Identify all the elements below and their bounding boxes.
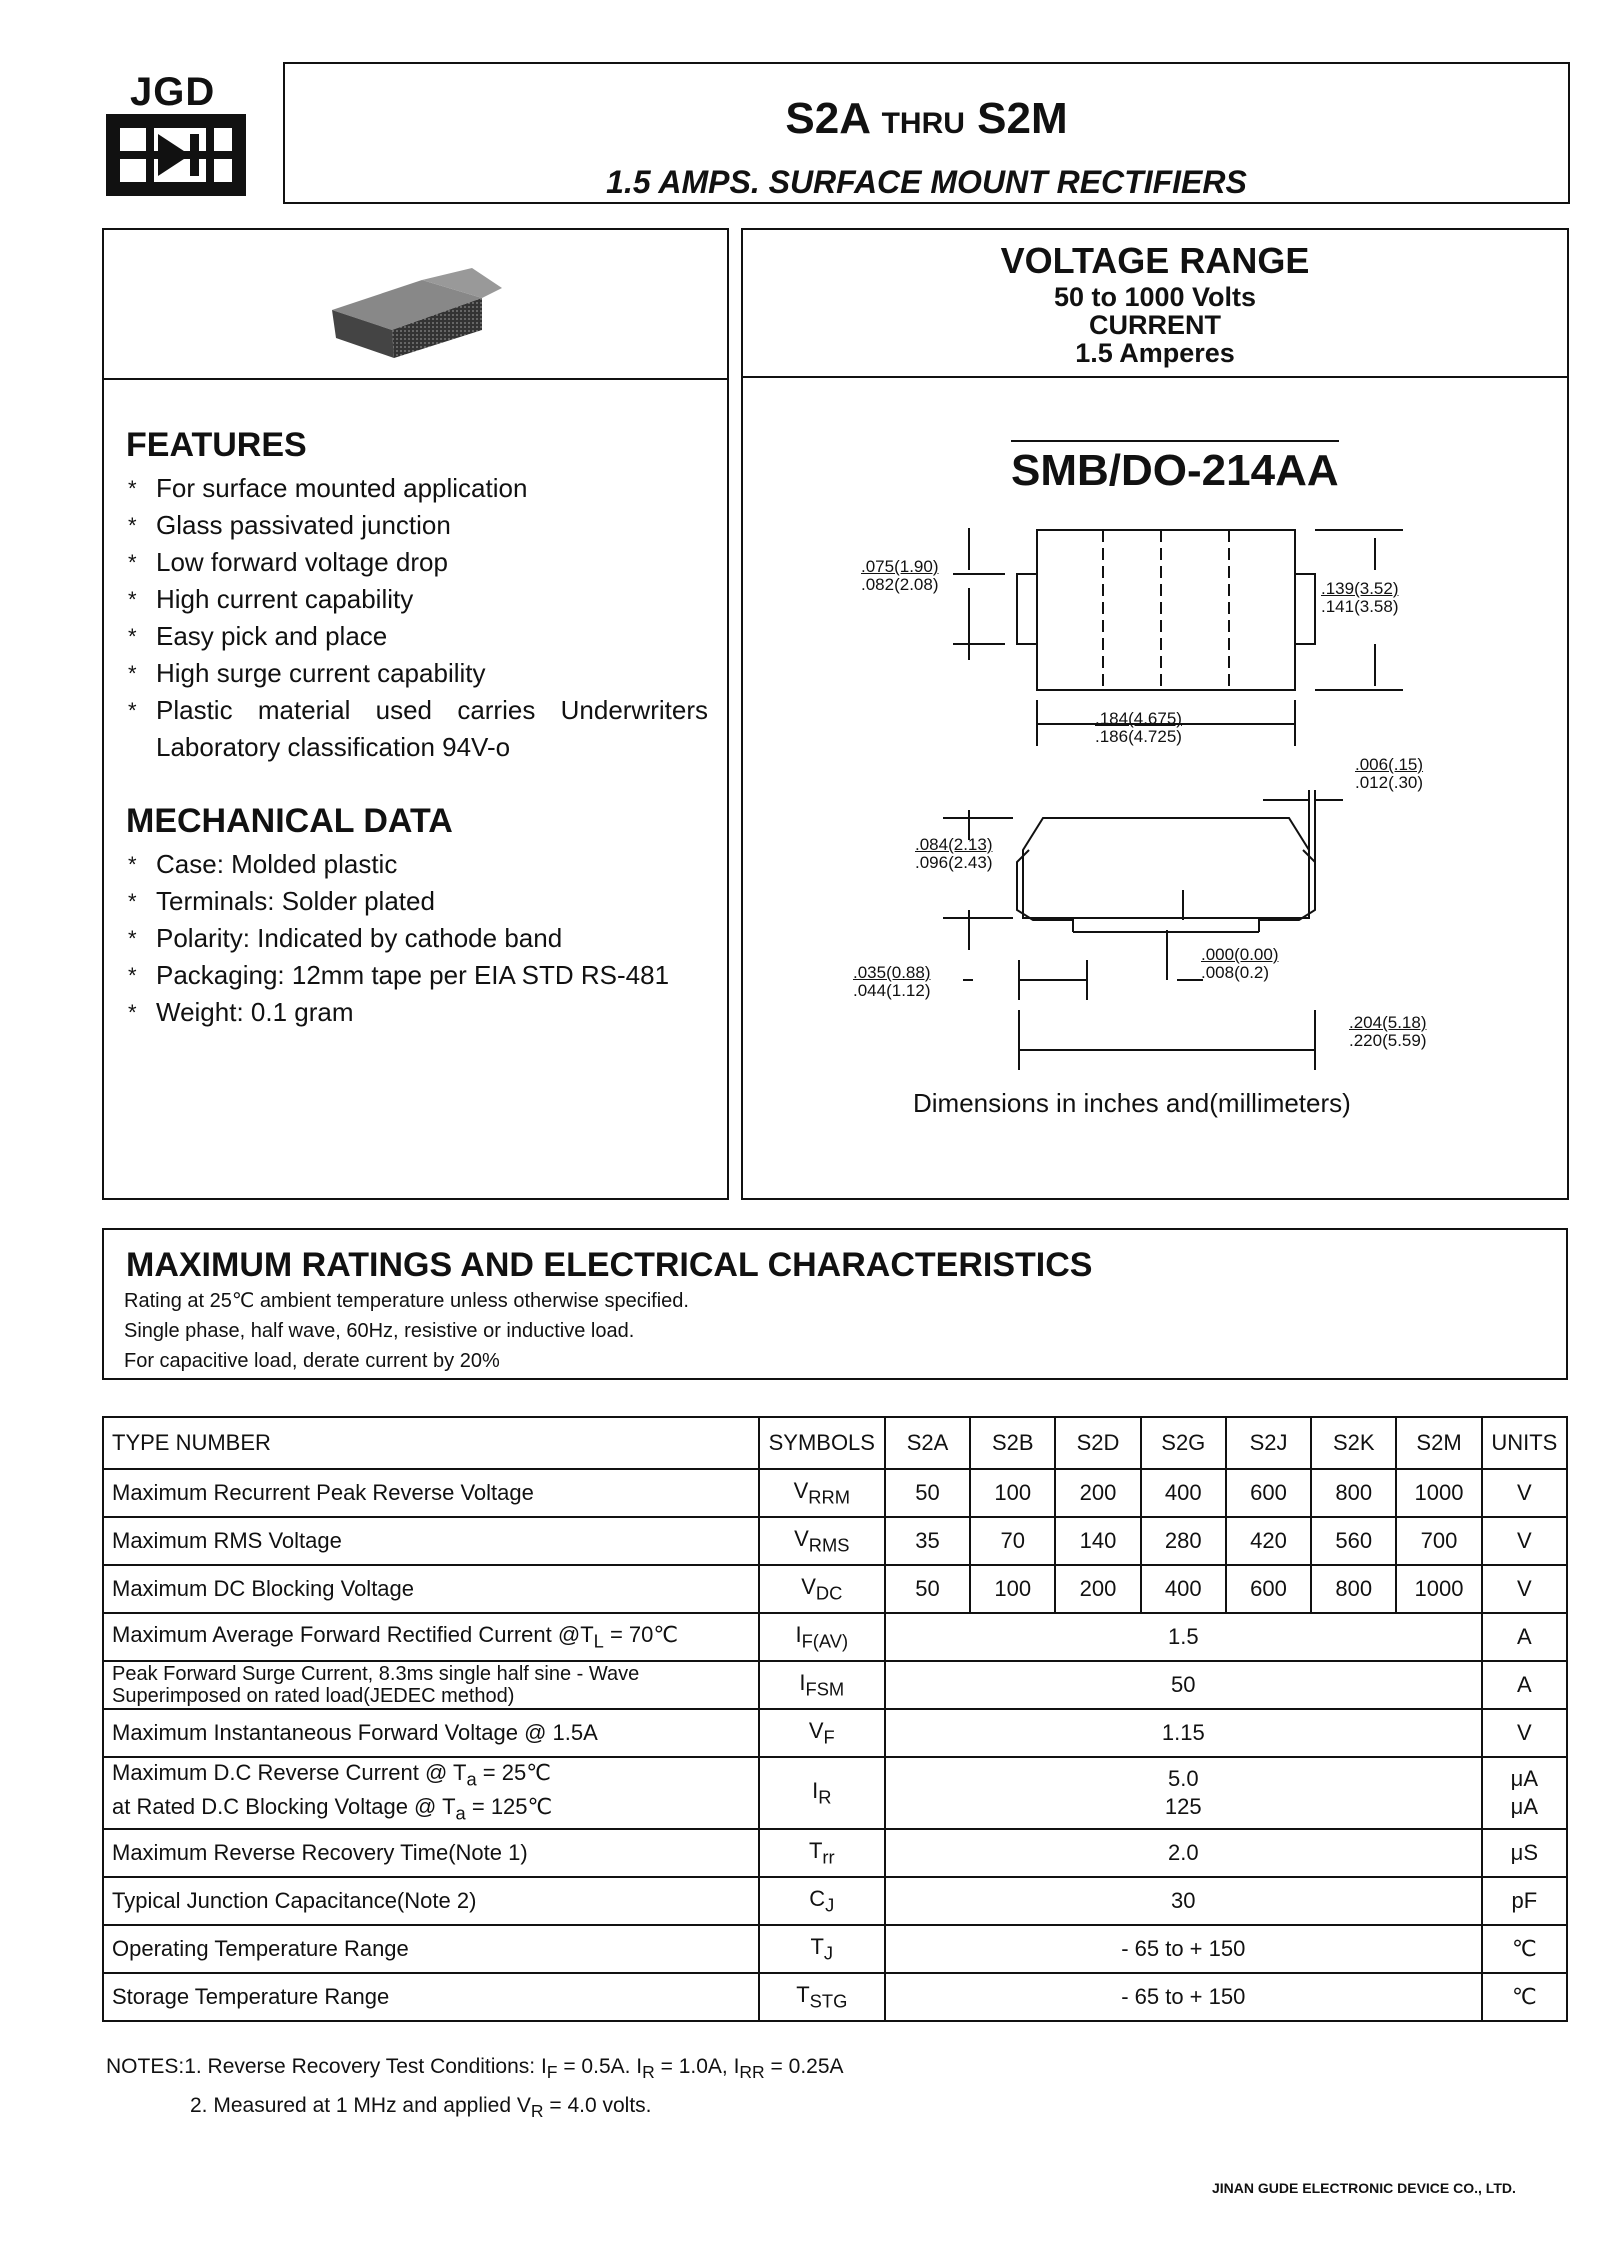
list-item: * Low forward voltage drop [128, 544, 708, 581]
dim-lead-length: .035(0.88) .044(1.12) [853, 963, 931, 1000]
company-name: JINAN GUDE ELECTRONIC DEVICE CO., LTD. [1212, 2180, 1516, 2196]
table-row: Peak Forward Surge Current, 8.3ms single half sine - Wave Superimposed on rated load(JEDEC method) $I_{FSM}$ 50 A [103, 1661, 1567, 1709]
right-panel [741, 228, 1569, 1200]
characteristics-table [102, 1416, 1568, 2022]
ratings-notes: Rating at 25℃ ambient temperature unless otherwise specified. Single phase, half wave, 60Hz, resistive or inductive load. For capacitive load, derate current by 20% [124, 1290, 689, 1372]
ratings-box [102, 1228, 1568, 1380]
package-name: SMB/DO-214AA [1011, 440, 1339, 496]
voltage-range-value: 50 to 1000 Volts [1053, 282, 1257, 312]
list-item: * Easy pick and place [128, 618, 708, 655]
table-row: Maximum Average Forward Rectified Current $@T_L$ = 70℃ $I_{F(AV)}$ 1.5 A [103, 1613, 1567, 1661]
logo-text: JGD [130, 70, 216, 114]
table-header: S2G [1141, 1417, 1226, 1469]
list-item: * Polarity: Indicated by cathode band [128, 920, 708, 957]
table-header: TYPE NUMBER [103, 1417, 759, 1469]
table-header: S2J [1226, 1417, 1311, 1469]
table-row: Maximum DC Blocking Voltage $V_{DC}$ 50 100 200 400 600 800 1000 V [103, 1565, 1567, 1613]
list-item: * Terminals: Solder plated [128, 883, 708, 920]
list-item: * Case: Molded plastic [128, 846, 708, 883]
table-row: Storage Temperature Range $T_{STG}$ - 65 to + 150 ℃ [103, 1973, 1567, 2021]
mechanical-heading: MECHANICAL DATA [126, 802, 453, 840]
table-header: S2K [1311, 1417, 1396, 1469]
left-panel [102, 228, 729, 1200]
table-row: Operating Temperature Range $T_J$ - 65 to + 150 ℃ [103, 1925, 1567, 1973]
note-2: 2. Measured at 1 MHz and applied $V_R = 4.0$ volts. [190, 2094, 652, 2122]
table-row: Maximum Reverse Recovery Time(Note 1) $T_{rr}$ 2.0 μS [103, 1829, 1567, 1877]
note-1: NOTES:1. Reverse Recovery Test Conditions: $I_F = 0.5A$. $I_R = 1.0A$, $I_{RR} = 0.25A$ [106, 2055, 844, 2083]
table-header: S2D [1055, 1417, 1140, 1469]
table-header: S2A [885, 1417, 970, 1469]
list-item: * Weight: 0.1 gram [128, 994, 708, 1031]
list-item: * High surge current capability [128, 655, 708, 692]
list-item: * Glass passivated junction [128, 507, 708, 544]
current-value: 1.5 Amperes [1075, 338, 1235, 368]
dim-body-width: .184(4.675) .186(4.725) [1095, 709, 1182, 746]
table-row: Typical Junction Capacitance(Note 2) $C_J$ 30 pF [103, 1877, 1567, 1925]
list-item: * For surface mounted application [128, 470, 708, 507]
logo [104, 70, 246, 196]
divider [104, 378, 729, 380]
dim-body-thickness: .084(2.13) .096(2.43) [915, 835, 993, 872]
page-subtitle: 1.5 AMPS. SURFACE MOUNT RECTIFIERS [606, 164, 1247, 200]
ratings-heading: MAXIMUM RATINGS AND ELECTRICAL CHARACTERISTICS [126, 1246, 1093, 1284]
page-title: S2A THRU S2M [785, 94, 1068, 143]
voltage-range-heading: VOLTAGE RANGE [1000, 240, 1310, 281]
dimension-caption: Dimensions in inches and(millimeters) [913, 1088, 1351, 1118]
table-header: S2M [1396, 1417, 1481, 1469]
device-package-image [332, 258, 592, 368]
dim-standoff: .000(0.00) .008(0.2) [1201, 945, 1279, 982]
table-row: Maximum Instantaneous Forward Voltage @ 1.5A $V_F$ 1.15 V [103, 1709, 1567, 1757]
list-item: * Packaging: 12mm tape per EIA STD RS-481 [128, 957, 708, 994]
features-heading: FEATURES [126, 426, 307, 464]
notes [106, 2050, 844, 2128]
list-item: * Plastic material used carries Underwriters Laboratory classification 94V-o [128, 692, 708, 766]
dim-body-height: .139(3.52) .141(3.58) [1321, 579, 1399, 616]
dim-overall-length: .204(5.18) .220(5.59) [1349, 1013, 1427, 1050]
table-header-row [103, 1417, 1567, 1469]
features-list [128, 470, 708, 766]
dim-lead-thickness: .006(.15) .012(.30) [1355, 755, 1424, 792]
diode-logo-icon [106, 114, 246, 196]
table-header: UNITS [1482, 1417, 1567, 1469]
divider [743, 376, 1569, 378]
current-heading: CURRENT [1089, 310, 1221, 340]
table-header: SYMBOLS [759, 1417, 885, 1469]
table-header: S2B [970, 1417, 1055, 1469]
title-box [283, 62, 1570, 204]
table-row: Maximum RMS Voltage $V_{RMS}$ 35 70 140 280 420 560 700 V [103, 1517, 1567, 1565]
table-row: Maximum D.C Reverse Current @ $T_a$ = 25℃ at Rated D.C Blocking Voltage @ $T_a$ = 125℃ $I_R$ 5.0 125 μA μA [103, 1757, 1567, 1829]
table-row: Maximum Recurrent Peak Reverse Voltage $V_{RRM}$ 50 100 200 400 600 800 1000 V [103, 1469, 1567, 1517]
dim-lead-height: .075(1.90) .082(2.08) [861, 557, 939, 594]
mechanical-list [128, 846, 708, 1031]
list-item: * High current capability [128, 581, 708, 618]
